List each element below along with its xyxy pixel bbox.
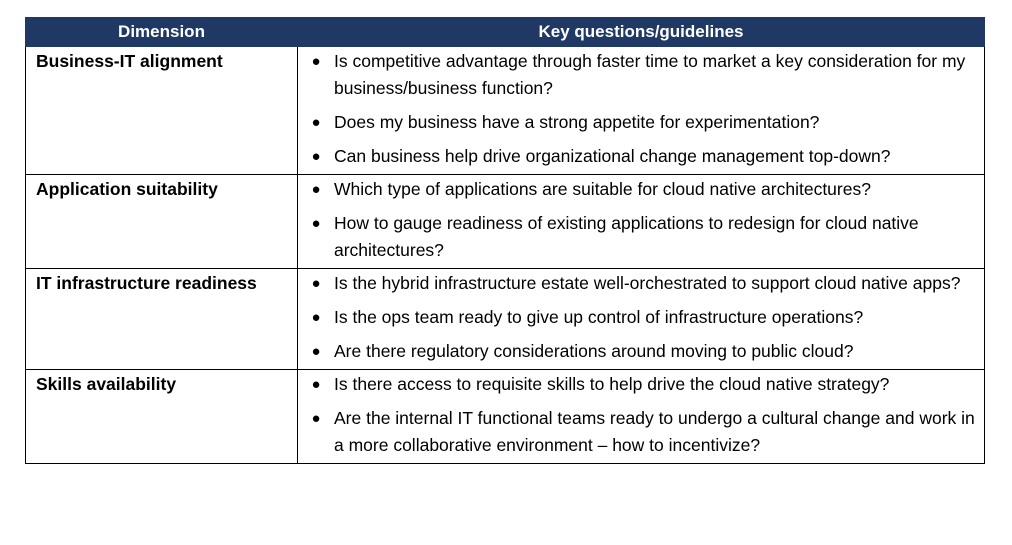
- question-text: Is the hybrid infrastructure estate well-orchestrated to support cloud native apps?: [334, 273, 961, 293]
- questions-cell: [298, 47, 985, 175]
- questions-cell: [298, 370, 985, 464]
- list-item: [298, 338, 978, 365]
- questions-cell: [298, 175, 985, 269]
- column-header-key-questions: Key questions/guidelines: [298, 18, 985, 47]
- list-item: [298, 143, 978, 170]
- bullet-icon: ●: [311, 53, 321, 70]
- table-row: [26, 370, 985, 464]
- list-item: [298, 371, 978, 398]
- bullet-icon: ●: [311, 148, 321, 165]
- bullet-icon: ●: [311, 114, 321, 131]
- question-list: [298, 175, 984, 268]
- bullet-icon: ●: [311, 215, 321, 232]
- table-row: [26, 269, 985, 370]
- question-list: [298, 370, 984, 463]
- question-text: Can business help drive organizational change management top-down?: [334, 146, 891, 166]
- bullet-icon: ●: [311, 309, 321, 326]
- table-row: [26, 47, 985, 175]
- list-item: [298, 109, 978, 136]
- list-item: [298, 304, 978, 331]
- table-row: [26, 175, 985, 269]
- question-text: Which type of applications are suitable for cloud native architectures?: [334, 179, 871, 199]
- questions-cell: [298, 269, 985, 370]
- list-item: [298, 210, 978, 264]
- dimension-cell: Business-IT alignment: [26, 47, 298, 175]
- bullet-icon: ●: [311, 410, 321, 427]
- question-text: Is the ops team ready to give up control of infrastructure operations?: [334, 307, 864, 327]
- bullet-icon: ●: [311, 343, 321, 360]
- list-item: [298, 48, 978, 102]
- list-item: [298, 270, 978, 297]
- bullet-icon: ●: [311, 275, 321, 292]
- table-header-row: [26, 18, 985, 47]
- list-item: [298, 405, 978, 459]
- question-text: Does my business have a strong appetite for experimentation?: [334, 112, 820, 132]
- dimension-cell: IT infrastructure readiness: [26, 269, 298, 370]
- dimension-questions-table: [25, 17, 985, 464]
- bullet-icon: ●: [311, 376, 321, 393]
- dimension-cell: Skills availability: [26, 370, 298, 464]
- bullet-icon: ●: [311, 181, 321, 198]
- question-list: [298, 47, 984, 174]
- question-text: Are the internal IT functional teams ready to undergo a cultural change and work in a more collaborative environment – how to incentivize?: [334, 408, 975, 455]
- list-item: [298, 176, 978, 203]
- dimension-cell: Application suitability: [26, 175, 298, 269]
- column-header-dimension: Dimension: [26, 18, 298, 47]
- question-text: Is there access to requisite skills to help drive the cloud native strategy?: [334, 374, 890, 394]
- question-text: Is competitive advantage through faster time to market a key consideration for my business/business function?: [334, 51, 966, 98]
- question-list: [298, 269, 984, 369]
- question-text: How to gauge readiness of existing applications to redesign for cloud native architectures?: [334, 213, 919, 260]
- question-text: Are there regulatory considerations around moving to public cloud?: [334, 341, 854, 361]
